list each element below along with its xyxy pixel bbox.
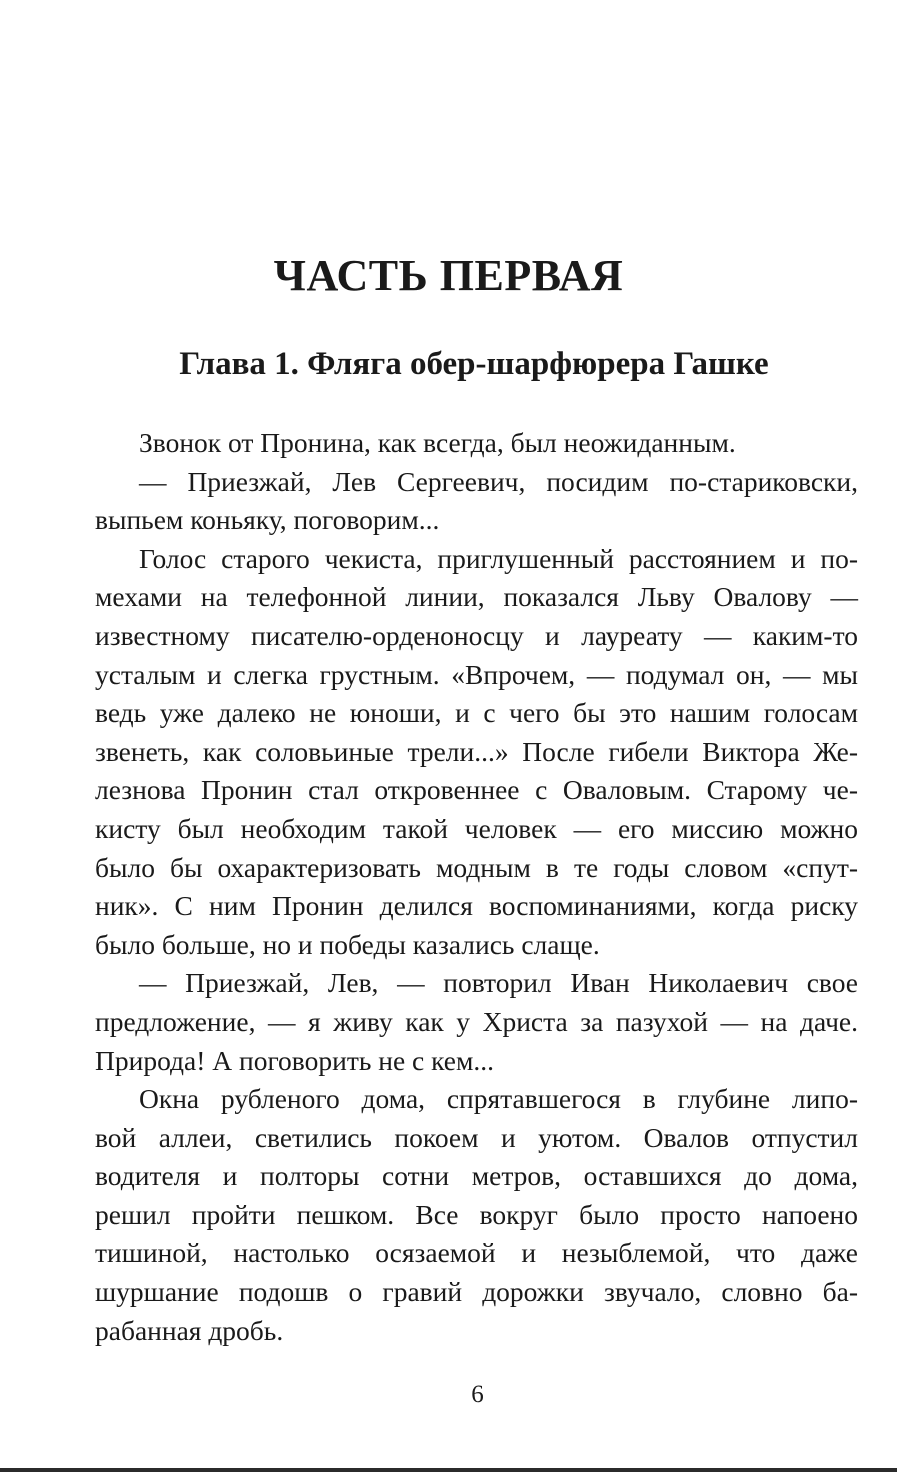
text-line: лезнова Пронин стал откровеннее с Оваловым. Старому че- <box>95 774 858 806</box>
text-line: ведь уже далеко не юноши, и с чего бы это нашим голосам <box>95 697 858 729</box>
text-line: известному писателю-орденоносцу и лауреату — каким-то <box>95 619 858 651</box>
text-line: — Приезжай, Лев Сергеевич, посидим по-стариковски, <box>139 465 858 497</box>
text-line: ник». С ним Пронин делился воспоминаниями, когда риску <box>95 890 858 922</box>
text-line: предложение, — я живу как у Христа за пазухой — на даче. <box>95 1005 858 1037</box>
bottom-divider <box>0 1468 897 1472</box>
text-line: звенеть, как соловьиные трели...» После гибели Виктора Же- <box>95 735 858 767</box>
text-line: водителя и полторы сотни метров, оставшихся до дома, <box>95 1160 858 1192</box>
text-line: решил пройти пешком. Все вокруг было просто напоено <box>95 1198 858 1230</box>
text-line: Окна рубленого дома, спрятавшегося в глубине липо- <box>139 1083 858 1115</box>
text-line: усталым и слегка грустным. «Впрочем, — подумал он, — мы <box>95 658 858 690</box>
text-line: рабанная дробь. <box>95 1314 284 1346</box>
part-title: ЧАСТЬ ПЕРВАЯ <box>273 251 624 300</box>
text-line: выпьем коньяку, поговорим... <box>95 504 440 536</box>
text-line: Звонок от Пронина, как всегда, был неожиданным. <box>139 427 736 458</box>
text-line: было больше, но и победы казались слаще. <box>95 928 600 960</box>
text-line: шуршание подошв о гравий дорожки звучало, словно ба- <box>95 1276 858 1308</box>
page-number: 6 <box>471 1381 484 1408</box>
text-line: Природа! А поговорить не с кем... <box>95 1044 495 1076</box>
body-text <box>95 424 858 1350</box>
text-line: кисту был необходим такой человек — его миссию можно <box>95 812 858 844</box>
text-line: тишиной, настолько осязаемой и незыблемой, что даже <box>95 1237 858 1269</box>
text-line: мехами на телефонной линии, показался Льву Овалову — <box>95 581 858 613</box>
text-line: вой аллеи, светились покоем и уютом. Овалов отпустил <box>95 1121 858 1153</box>
chapter-title: Глава 1. Фляга обер-шарфюрера Гашке <box>179 346 769 382</box>
text-line: Голос старого чекиста, приглушенный расстоянием и по- <box>139 542 858 574</box>
text-line: — Приезжай, Лев, — повторил Иван Николаевич свое <box>139 967 858 999</box>
text-line: было бы охарактеризовать модным в те годы словом «спут- <box>95 851 858 883</box>
